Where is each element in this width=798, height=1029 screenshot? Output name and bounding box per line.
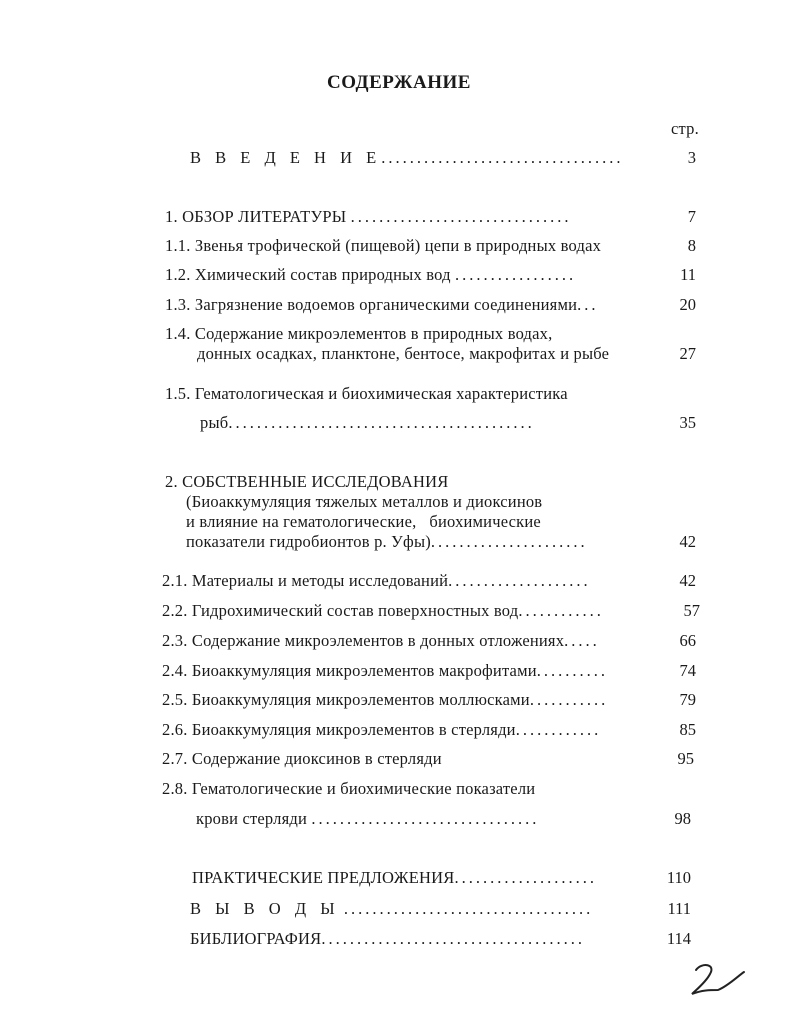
- toc-entry-2-7: [162, 749, 442, 769]
- toc-entry-bibliography: [190, 929, 585, 949]
- toc-entry-text: БИБЛИОГРАФИЯ: [190, 929, 322, 948]
- toc-entry-1-5: [165, 384, 568, 404]
- toc-entry-dots: .....................................: [321, 929, 585, 948]
- toc-entry-2-8-cont: [196, 809, 539, 829]
- toc-entry-2-2: [162, 601, 604, 621]
- toc-entry-2-3: [162, 631, 600, 651]
- toc-entry-text: Содержание диоксинов в стерляди: [191, 749, 442, 768]
- toc-entry-1-4-cont: [197, 344, 609, 364]
- toc-entry-page: 11: [680, 265, 696, 284]
- toc-entry-dots: ...........: [529, 690, 609, 709]
- toc-entry-page: 3: [687, 148, 696, 167]
- toc-entry-dots: ....................: [454, 868, 597, 887]
- toc-entry-page: 74: [679, 661, 696, 680]
- toc-entry-proposals: [192, 868, 597, 888]
- toc-entry-page: 85: [679, 720, 696, 739]
- toc-entry-text: крови стерляди: [196, 809, 308, 828]
- toc-entry-text: рыб: [200, 413, 229, 432]
- toc-entry-text: Биоаккумуляция микроэлементов в стерляди: [191, 720, 516, 739]
- toc-entry-num: 2.5.: [162, 690, 188, 709]
- toc-entry-dots: ..........: [536, 661, 608, 680]
- toc-entry-text: Биоаккумуляция микроэлементов макрофитами: [191, 661, 537, 680]
- toc-entry-text: В Ы В О Д Ы: [190, 899, 340, 918]
- toc-entry-page: 35: [679, 413, 696, 432]
- toc-entry-2-sub2: [186, 512, 541, 532]
- handwritten-page-number: [688, 960, 748, 1000]
- toc-entry-page: 98: [674, 809, 691, 828]
- toc-entry-2: [165, 472, 448, 492]
- toc-entry-intro: [190, 148, 623, 168]
- toc-entry-num: 2.7.: [162, 749, 188, 768]
- toc-entry-conclusions: [190, 899, 593, 919]
- toc-entry-num: 1.4.: [165, 324, 191, 343]
- toc-entry-page: 20: [679, 295, 696, 314]
- toc-entry-1-4: [165, 324, 552, 344]
- toc-entry-2-8: [162, 779, 535, 799]
- toc-entry-text: Содержание микроэлементов в донных отложениях: [191, 631, 565, 650]
- toc-entry-page: 111: [667, 899, 691, 918]
- toc-entry-2-6: [162, 720, 601, 740]
- toc-entry-num: 2.4.: [162, 661, 188, 680]
- toc-entry-page: 8: [687, 236, 696, 255]
- toc-entry-2-5: [162, 690, 608, 710]
- toc-entry-dots: ...............................: [350, 207, 572, 226]
- toc-entry-2-1: [162, 571, 591, 591]
- toc-entry-page: 57: [683, 601, 700, 620]
- toc-entry-text: Гематологическая и биохимическая характеристика: [194, 384, 568, 403]
- toc-entry-1: [165, 207, 572, 227]
- page-column-header: стр.: [671, 119, 699, 138]
- handwritten-two-stroke: [692, 965, 744, 994]
- toc-entry-text: донных осадках, планктоне, бентосе, макрофитах и рыбе: [197, 344, 610, 363]
- toc-entry-2-sub3: [186, 532, 588, 552]
- toc-entry-dots: ...: [577, 295, 599, 314]
- toc-entry-text: Гидрохимический состав поверхностных вод: [191, 601, 519, 620]
- toc-entry-2-4: [162, 661, 608, 681]
- toc-entry-text: В В Е Д Е Н И Е: [190, 148, 382, 167]
- toc-entry-text: Материалы и методы исследований: [191, 571, 449, 590]
- toc-entry-dots: ............: [518, 601, 604, 620]
- toc-entry-text: (Биоаккумуляция тяжелых металлов и диоксинов: [186, 492, 543, 511]
- toc-entry-text: показатели гидробионтов р. Уфы): [186, 532, 431, 551]
- toc-entry-num: 1.: [165, 207, 178, 226]
- toc-entry-1-3: [165, 295, 599, 315]
- toc-entry-page: 95: [677, 749, 694, 768]
- toc-entry-page: 42: [679, 532, 696, 551]
- toc-entry-dots: ................................: [311, 809, 540, 828]
- toc-entry-text: Гематологические и биохимические показатели: [191, 779, 536, 798]
- toc-entry-num: 2.2.: [162, 601, 188, 620]
- toc-entry-text: ПРАКТИЧЕСКИЕ ПРЕДЛОЖЕНИЯ: [192, 868, 455, 887]
- toc-entry-page: 27: [679, 344, 696, 363]
- toc-entry-dots: ......................: [430, 532, 588, 551]
- toc-entry-num: 2.3.: [162, 631, 188, 650]
- toc-entry-num: 1.5.: [165, 384, 191, 403]
- toc-entry-1-5-cont: [200, 413, 535, 433]
- toc-entry-text: и влияние на гематологические, биохимические: [186, 512, 541, 531]
- toc-entry-text: Химический состав природных вод: [194, 265, 451, 284]
- toc-entry-dots: .................: [455, 265, 577, 284]
- toc-entry-text: Биоаккумуляция микроэлементов моллюсками: [191, 690, 530, 709]
- toc-entry-dots: ....................: [448, 571, 591, 590]
- toc-entry-page: 114: [666, 929, 691, 948]
- toc-entry-num: 2.6.: [162, 720, 188, 739]
- toc-entry-1-1: [165, 236, 601, 256]
- toc-title: СОДЕРЖАНИЕ: [327, 72, 471, 93]
- toc-entry-page: 110: [666, 868, 691, 887]
- toc-entry-dots: ...................................: [343, 899, 594, 918]
- toc-entry-page: 66: [679, 631, 696, 650]
- toc-entry-num: 1.1.: [165, 236, 191, 255]
- toc-entry-dots: ..................................: [381, 148, 624, 167]
- toc-entry-dots: .....: [564, 631, 600, 650]
- toc-entry-2-sub1: [186, 492, 542, 512]
- toc-entry-page: 42: [679, 571, 696, 590]
- toc-entry-text: Звенья трофической (пищевой) цепи в природных водах: [194, 236, 602, 255]
- toc-entry-1-2: [165, 265, 576, 285]
- toc-entry-dots: ...........................................: [228, 413, 535, 432]
- toc-entry-text: ОБЗОР ЛИТЕРАТУРЫ: [182, 207, 347, 226]
- toc-entry-num: 2.1.: [162, 571, 188, 590]
- toc-entry-page: 79: [679, 690, 696, 709]
- toc-entry-num: 1.2.: [165, 265, 191, 284]
- toc-entry-num: 2.: [165, 472, 178, 491]
- toc-entry-text: СОБСТВЕННЫЕ ИССЛЕДОВАНИЯ: [182, 472, 449, 491]
- toc-entry-page: 7: [687, 207, 696, 226]
- toc-entry-num: 1.3.: [165, 295, 191, 314]
- toc-entry-text: Загрязнение водоемов органическими соединениями: [194, 295, 578, 314]
- toc-entry-text: Содержание микроэлементов в природных водах,: [194, 324, 553, 343]
- toc-entry-dots: ............: [515, 720, 602, 739]
- toc-entry-num: 2.8.: [162, 779, 188, 798]
